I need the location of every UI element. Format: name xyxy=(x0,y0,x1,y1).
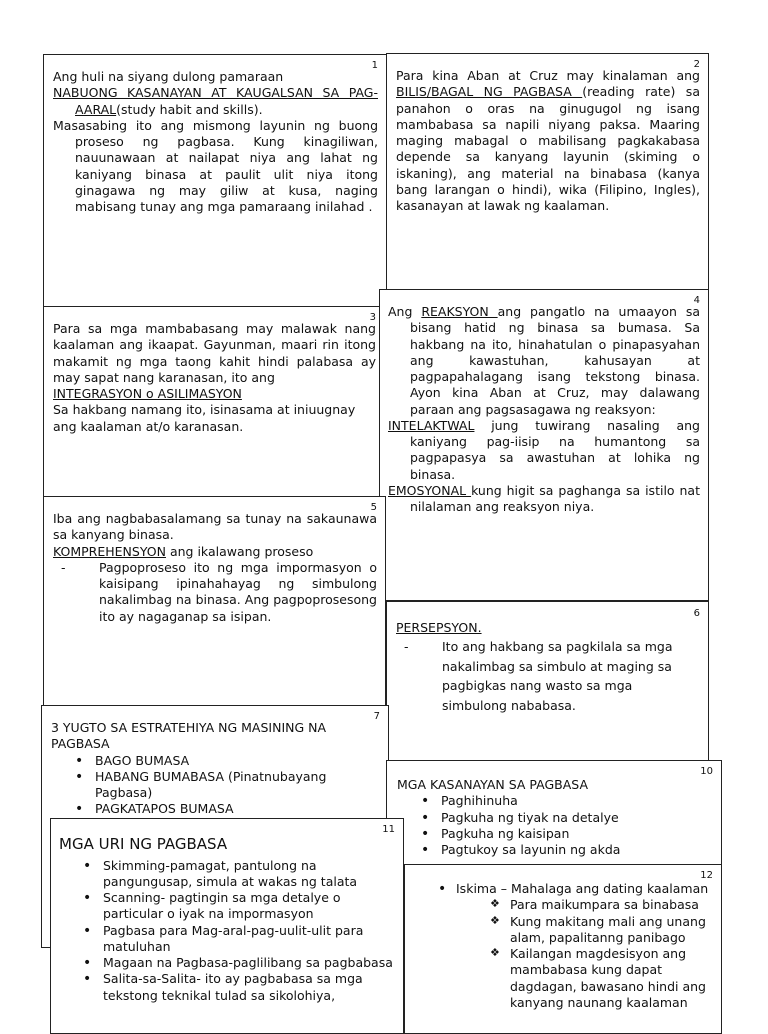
card-number: 5 xyxy=(370,502,377,513)
card-number: 2 xyxy=(693,59,700,70)
card-1-heading-note: (study habit and skills). xyxy=(116,101,263,117)
list-item: • Pagbasa para Mag-aral-pag-uulit-ulit para matuluhan xyxy=(59,923,395,956)
card-1-heading-line xyxy=(53,85,378,118)
card-3 xyxy=(43,306,385,498)
card-number: 4 xyxy=(693,295,700,306)
card-number: 3 xyxy=(369,312,376,323)
list-item: • Pagtukoy sa layunin ng akda xyxy=(397,842,713,858)
card-2-body xyxy=(396,68,700,214)
card-number: 12 xyxy=(700,870,713,881)
list-item: • Paghihinuha xyxy=(397,793,713,809)
card-6-term: PERSEPSYON. xyxy=(396,620,482,635)
list-item: ❖ Kung makitang mali ang unang alam, papalitanng panibago xyxy=(414,914,713,947)
card-number: 10 xyxy=(700,766,713,777)
card-2-lead: Para kina Aban at Cruz may kinalaman ang xyxy=(396,68,700,83)
card-4-term: REAKSYON xyxy=(421,304,498,319)
card-7-list xyxy=(51,753,380,818)
card-4-text: ang pangatlo na umaayon sa bisang hatid ng binasa sa bumasa. Sa hakbang na ito, hinahatulan o pinapasyahan ang kawastuhan, kahusayan at pagpapahalagang isang tekstong binasa. Ayon kina Aban at Cruz, may dalawang paraan ang pagsasagawa ng reaksyon: xyxy=(410,304,700,417)
list-item: ❖ Kailangan magdesisyon ang mambabasa kung dapat dagdagan, bawasano hindi ang kanyang naunang kaalaman xyxy=(414,946,713,1011)
card-5-list xyxy=(53,560,377,625)
card-4-lead: Ang xyxy=(388,304,422,319)
card-11-list xyxy=(59,858,395,1004)
card-1 xyxy=(43,54,387,308)
card-1-body: Masasabing ito ang mismong layunin ng buong proseso ng pagbasa. Kung kinagiliwan, nauunawaan at nailapat niya ang lahat ng kaniyang binasa at paulit ulit niya itong ginagawa ng may giliw at kusa, naging mabisang tunay ang mga pamaraang inilahad . xyxy=(53,117,378,214)
card-5 xyxy=(43,496,386,706)
card-6-list xyxy=(396,637,700,715)
card-10-list xyxy=(397,793,713,858)
list-item: • Pagkuha ng tiyak na detalye xyxy=(397,810,713,826)
list-item: - Ito ang hakbang sa pagkilala sa mga nakalimbag sa simbulo at maging sa pagbigkas nang wasto sa mga simbulong nababasa. xyxy=(396,637,700,715)
list-item: • BAGO BUMASA xyxy=(51,753,380,769)
list-item: • Iskima – Mahalaga ang dating kaalaman xyxy=(414,881,713,897)
card-12-sublist xyxy=(414,897,713,1011)
card-4-emosyonal xyxy=(388,483,700,516)
card-number: 6 xyxy=(693,608,700,619)
card-6 xyxy=(386,601,709,761)
card-4-intelektwal xyxy=(388,418,700,483)
card-5-term: KOMPREHENSYON xyxy=(53,543,166,559)
list-item: • HABANG BUMABASA (Pinatnubayang Pagbasa) xyxy=(51,769,380,802)
card-4-text2: jung tuwirang nasaling ang kaniyang pag-iisip na humantong sa pagpapasya sa awastuhan at lohika ng binasa. xyxy=(410,417,700,482)
card-1-intro: Ang huli na siyang dulong pamaraan xyxy=(53,69,284,84)
card-4-term2: INTELAKTWAL xyxy=(388,417,475,433)
card-4-term3: EMOSYONAL xyxy=(388,482,472,498)
card-3-body: Para sa mga mambabasang may malawak nang kaalaman ang ikaapat. Gayunman, maari rin itong makamit ng mga taong kahit hindi palabasa ay may sapat nang karanasan, ito ang xyxy=(53,321,376,385)
list-item: ❖ Para maikumpara sa binabasa xyxy=(414,897,713,913)
card-2 xyxy=(386,53,709,297)
list-item: • PAGKATAPOS BUMASA xyxy=(51,801,380,817)
card-2-rest: (reading rate) sa panahon o oras na ginugugol ng isang mambabasa sa napili niyang paksa. Maaring maging mabagal o mabilisang pagkakabasa depende sa kanyang layunin (skiming o iskaning), ang material na binabasa (kanya bang larangan o hindi), wika (Filipino, Ingles), kasanayan at lawak ng kaalaman. xyxy=(396,84,700,213)
card-10-title: MGA KASANAYAN SA PAGBASA xyxy=(397,777,589,792)
list-item: • Pagkuha ng kaisipan xyxy=(397,826,713,842)
card-1-heading: NABUONG KASANAYAN AT KAUGALSAN SA PAG-AARAL xyxy=(53,85,378,117)
card-3-term: INTEGRASYON o ASILIMASYON xyxy=(53,386,242,401)
list-item: • Salita-sa-Salita- ito ay pagbabasa sa mga tekstong teknikal tulad sa sikolohiya, xyxy=(59,971,395,1004)
card-7-title: 3 YUGTO SA ESTRATEHIYA NG MASINING NA PAGBASA xyxy=(51,720,327,752)
card-5-intro: Iba ang nagbabasalamang sa tunay na sakaunawa sa kanyang binasa. xyxy=(53,511,377,543)
list-item: • Magaan na Pagbasa-paglilibang sa pagbabasa xyxy=(59,955,395,971)
list-item: • Skimming-pamagat, pantulong na pangungusap, simula at wakas ng talata xyxy=(59,858,395,891)
card-5-term-after: ang ikalawang proseso xyxy=(165,543,314,559)
card-12-list xyxy=(414,881,713,897)
card-4 xyxy=(379,289,709,601)
card-11 xyxy=(50,818,404,1034)
card-3-after: Sa hakbang namang ito, isinasama at iniuugnay ang kaalaman at/o karanasan. xyxy=(53,402,356,434)
card-5-term-line xyxy=(53,544,377,560)
list-item: - Pagpoproseso ito ng mga impormasyon o kaisipang ipinahahayag ng simbulong nakalimbag na binasa. Ang pagpoprosesong ito ay nagaganap sa isipan. xyxy=(53,560,377,625)
card-2-term: BILIS/BAGAL NG PAGBASA xyxy=(396,84,583,100)
card-4-body xyxy=(388,304,700,418)
card-12 xyxy=(404,864,722,1034)
card-number: 7 xyxy=(373,711,380,722)
card-number: 1 xyxy=(371,60,378,71)
card-11-title: MGA URI NG PAGBASA xyxy=(59,835,228,853)
card-number: 11 xyxy=(382,824,395,835)
card-4-text3: kung higit sa paghanga sa istilo nat nilalaman ang reaksyon niya. xyxy=(410,482,700,514)
list-item: • Scanning- pagtingin sa mga detalye o particular o iyak na impormasyon xyxy=(59,890,395,923)
